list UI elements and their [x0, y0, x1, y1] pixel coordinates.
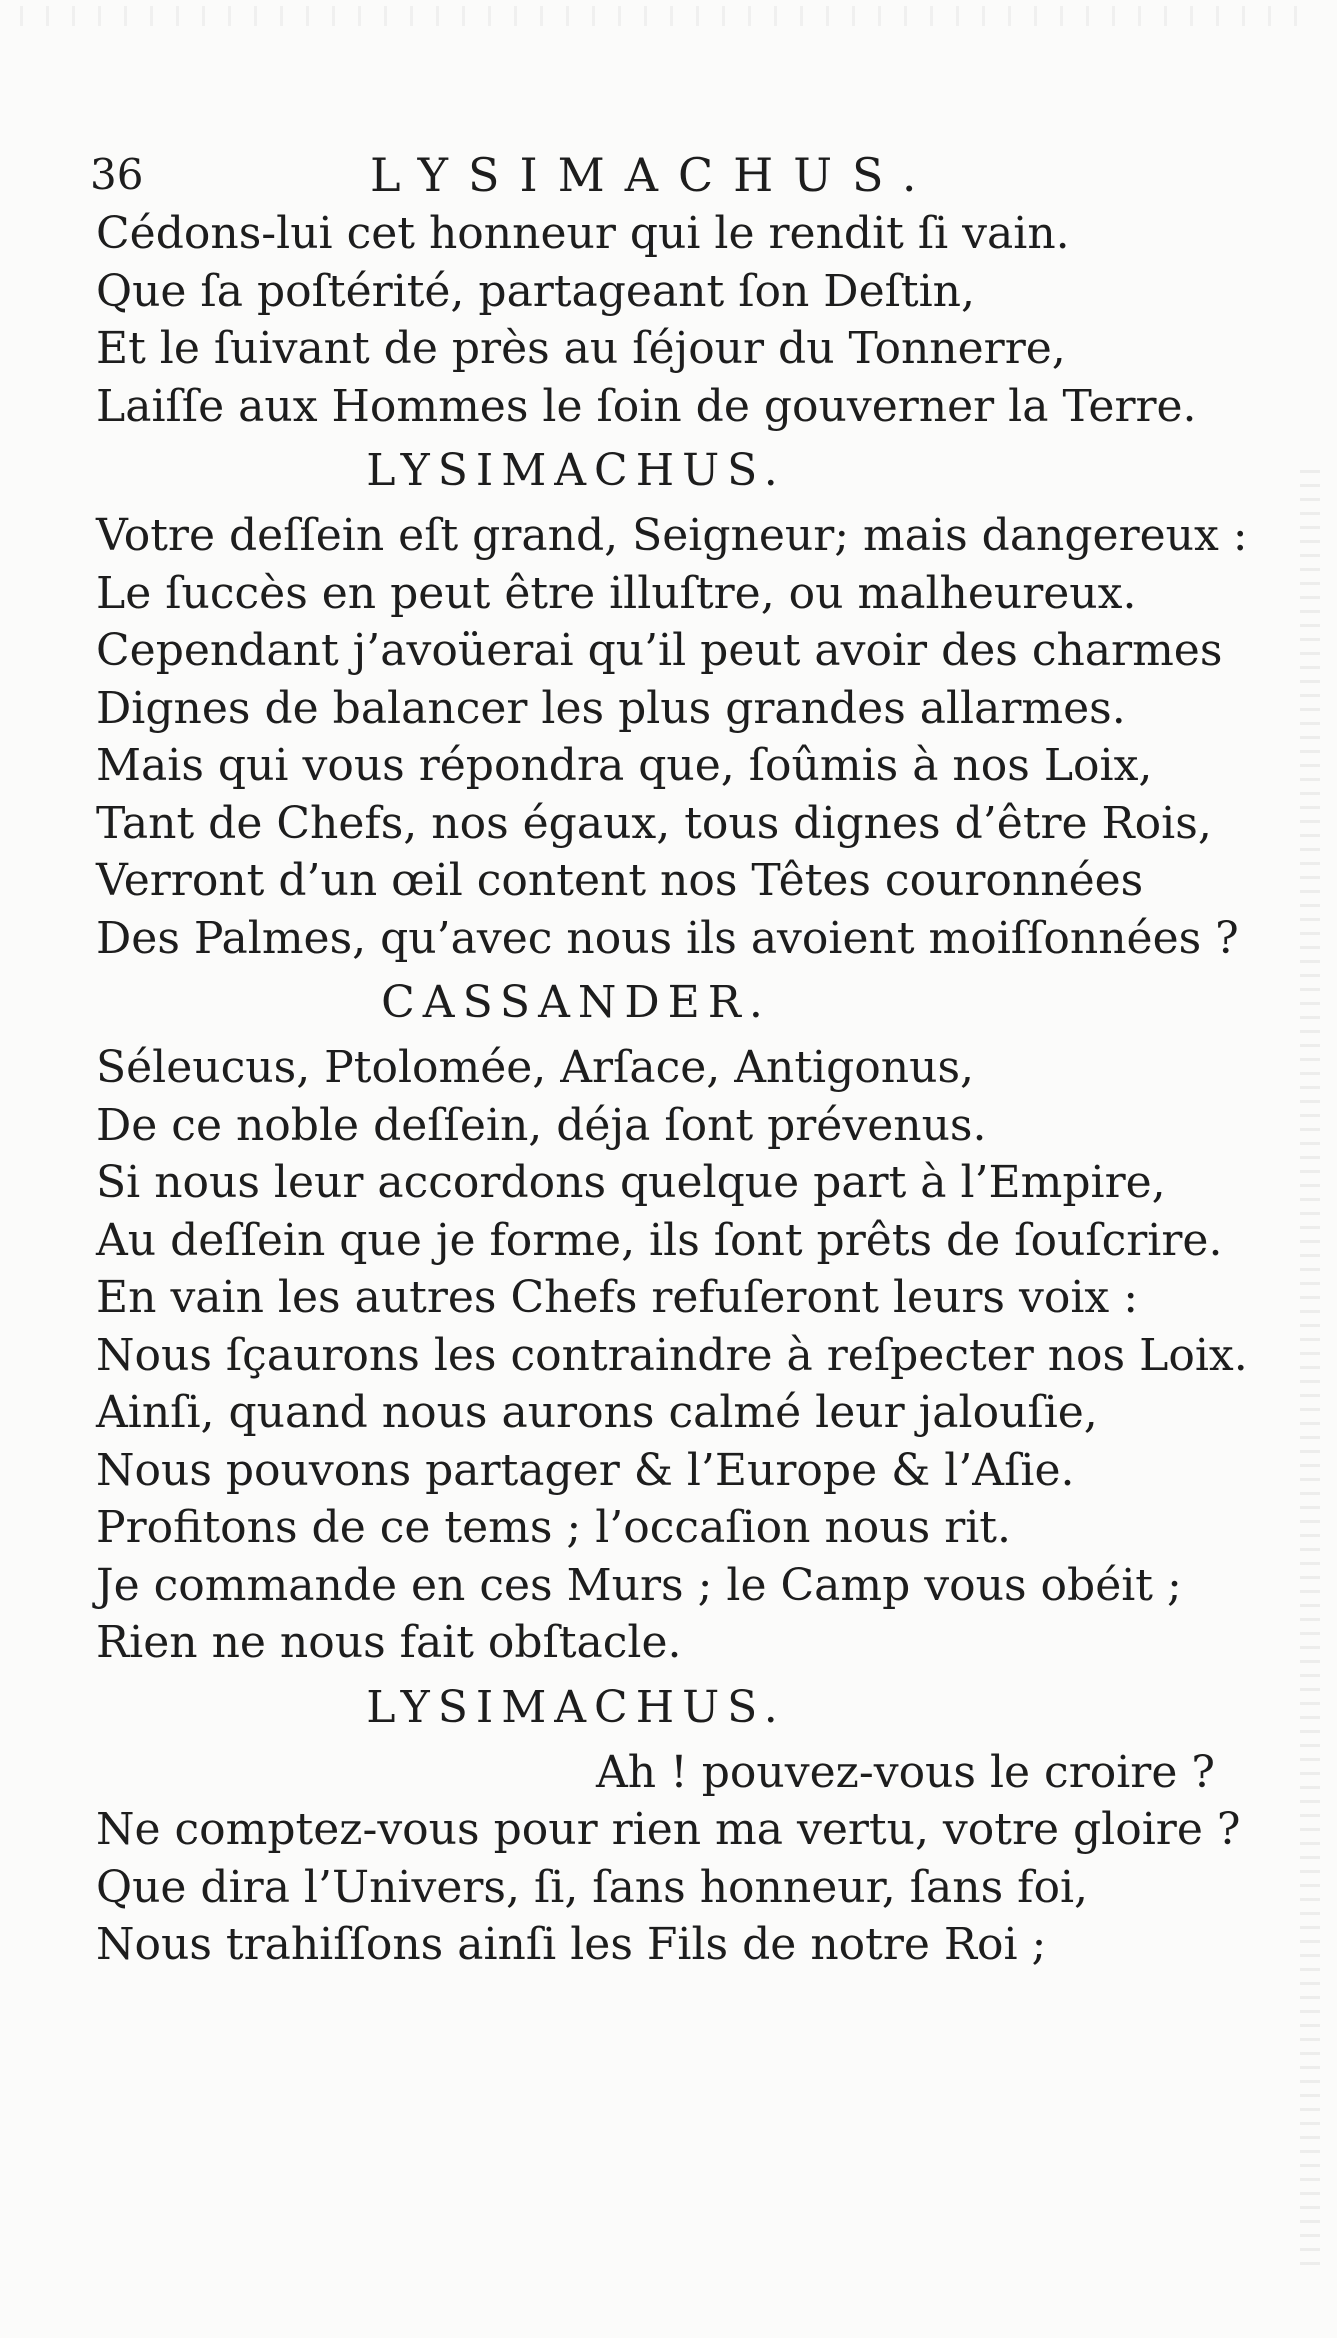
split-verse-line: Ah ! pouvez-vous le croire ? — [596, 1746, 1215, 1798]
speaker-name: LYSIMACHUS. — [366, 1681, 786, 1733]
verse-line: Rien ne nous fait obſtacle. — [96, 1617, 682, 1668]
verse-line: Je commande en ces Murs ; le Camp vous obéit ; — [96, 1559, 1182, 1611]
verse-line: Laiſſe aux Hommes le ſoin de gouverner la Terre. — [96, 380, 1197, 432]
verse-line: Cédons-lui cet honneur qui le rendit ſi vain. — [96, 208, 1070, 259]
verse-block-3 — [96, 1039, 1248, 1672]
page-number: 36 — [90, 150, 144, 199]
verse-line: Que dira l’Univers, ſi, ſans honneur, ſans foi, — [96, 1861, 1089, 1913]
verse-line: Des Palmes, qu’avec nous ils avoient moiſſonnées ? — [96, 912, 1239, 964]
verse-block-4 — [96, 1801, 1241, 1974]
verse-line: En vain les autres Chefs refuſeront leurs voix : — [96, 1272, 1139, 1323]
verse-line: Séleucus, Ptolomée, Arſace, Antigonus, — [96, 1042, 975, 1093]
verse-line: Ne comptez-vous pour rien ma vertu, votre gloire ? — [96, 1804, 1241, 1855]
verse-line: Le ſuccès en peut être illuſtre, ou malheureux. — [96, 567, 1137, 619]
verse-line: Cependant j’avoüerai qu’il peut avoir des charmes — [96, 625, 1223, 676]
page-header — [90, 140, 1170, 210]
verse-line: Dignes de balancer les plus grandes allarmes. — [96, 682, 1126, 734]
verse-line: Et le ſuivant de près au ſéjour du Tonnerre, — [96, 323, 1066, 374]
verse-block-1 — [96, 205, 1197, 435]
verse-line: Ainſi, quand nous aurons calmé leur jalouſie, — [96, 1387, 1098, 1438]
verse-line: Au deſſein que je forme, ils ſont prêts de ſouſcrire. — [96, 1214, 1223, 1266]
verse-line: Verront d’un œil content nos Têtes couronnées — [96, 855, 1144, 906]
speaker-name: CASSANDER. — [381, 977, 771, 1028]
scan-noise-top — [20, 6, 1310, 26]
verse-line: Mais qui vous répondra que, ſoûmis à nos Loix, — [96, 740, 1153, 791]
speaker-name: LYSIMACHUS. — [366, 445, 786, 496]
verse-line: Nous pouvons partager & l’Europe & l’Aſie. — [96, 1444, 1075, 1496]
verse-line: Nous trahiſſons ainſi les Fils de notre Roi ; — [96, 1919, 1047, 1970]
verse-line: Si nous leur accordons quelque part à l’Empire, — [96, 1157, 1166, 1208]
running-title: LYSIMACHUS. — [370, 148, 937, 202]
verse-line: De ce noble deſſein, déja ſont prévenus. — [96, 1099, 987, 1151]
verse-line: Votre deſſein eſt grand, Seigneur; mais dangereux : — [96, 510, 1248, 561]
play-text — [96, 205, 1248, 1974]
verse-line: Nous ſçaurons les contraindre à reſpecter nos Loix. — [96, 1329, 1248, 1381]
verse-line: Profitons de ce tems ; l’occaſion nous rit. — [96, 1502, 1011, 1553]
verse-line: Tant de Chefs, nos égaux, tous dignes d’être Rois, — [96, 797, 1212, 849]
scan-noise-right — [1300, 470, 1320, 2270]
verse-line: Que ſa poſtérité, partageant ſon Deſtin, — [96, 265, 975, 317]
verse-block-2 — [96, 507, 1248, 967]
